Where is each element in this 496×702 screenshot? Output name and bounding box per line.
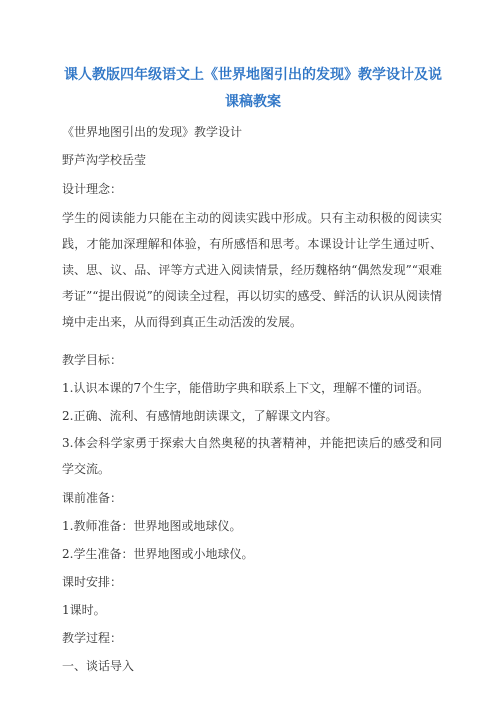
author-line: 野芦沟学校岳莹 bbox=[62, 153, 147, 167]
section-design-concept: 设计理念： bbox=[62, 182, 123, 196]
goal-3-text: 3.体会科学家勇于探索大自然奥秘的执著精神，并能把读后的感受和同学交流。 bbox=[62, 436, 442, 476]
goal-2: 2.正确、流利、有感情地朗读课文，了解课文内容。 bbox=[62, 409, 338, 423]
prep-student: 2.学生准备：世界地图或小地球仪。 bbox=[62, 547, 254, 561]
goal-3 bbox=[62, 430, 442, 482]
section-preparation: 课前准备： bbox=[62, 491, 123, 505]
section-teaching-goals: 教学目标： bbox=[62, 353, 123, 367]
goal-1: 1.认识本课的7个生字，能借助字典和联系上下文，理解不懂的词语。 bbox=[62, 381, 430, 395]
design-concept-text: 学生的阅读能力只能在主动的阅读实践中形成。只有主动积极的阅读实践，才能加深理解和体验，有所感悟和思考。本课设计让学生通过听、读、思、议、品、评等方式进入阅读情景，经历魏格纳“偶然发现”“艰难考证”“提出假说”的阅读全过程，再以切实的感受、鲜活的认识从阅读情境中走出来，从而得到真正生动活泼的发展。 bbox=[62, 211, 442, 329]
lesson-heading: 《世界地图引出的发现》教学设计 bbox=[62, 125, 243, 139]
design-concept-paragraph bbox=[62, 205, 442, 335]
process-step-1: 一、谈话导入 bbox=[62, 659, 135, 673]
prep-teacher: 1.教师准备：世界地图或地球仪。 bbox=[62, 519, 242, 533]
document-title: 课人教版四年级语文上《世界地图引出的发现》教学设计及说课稿教案 bbox=[64, 67, 442, 110]
schedule-value: 1课时。 bbox=[62, 603, 106, 617]
section-process: 教学过程： bbox=[62, 631, 123, 645]
section-schedule: 课时安排： bbox=[62, 575, 123, 589]
